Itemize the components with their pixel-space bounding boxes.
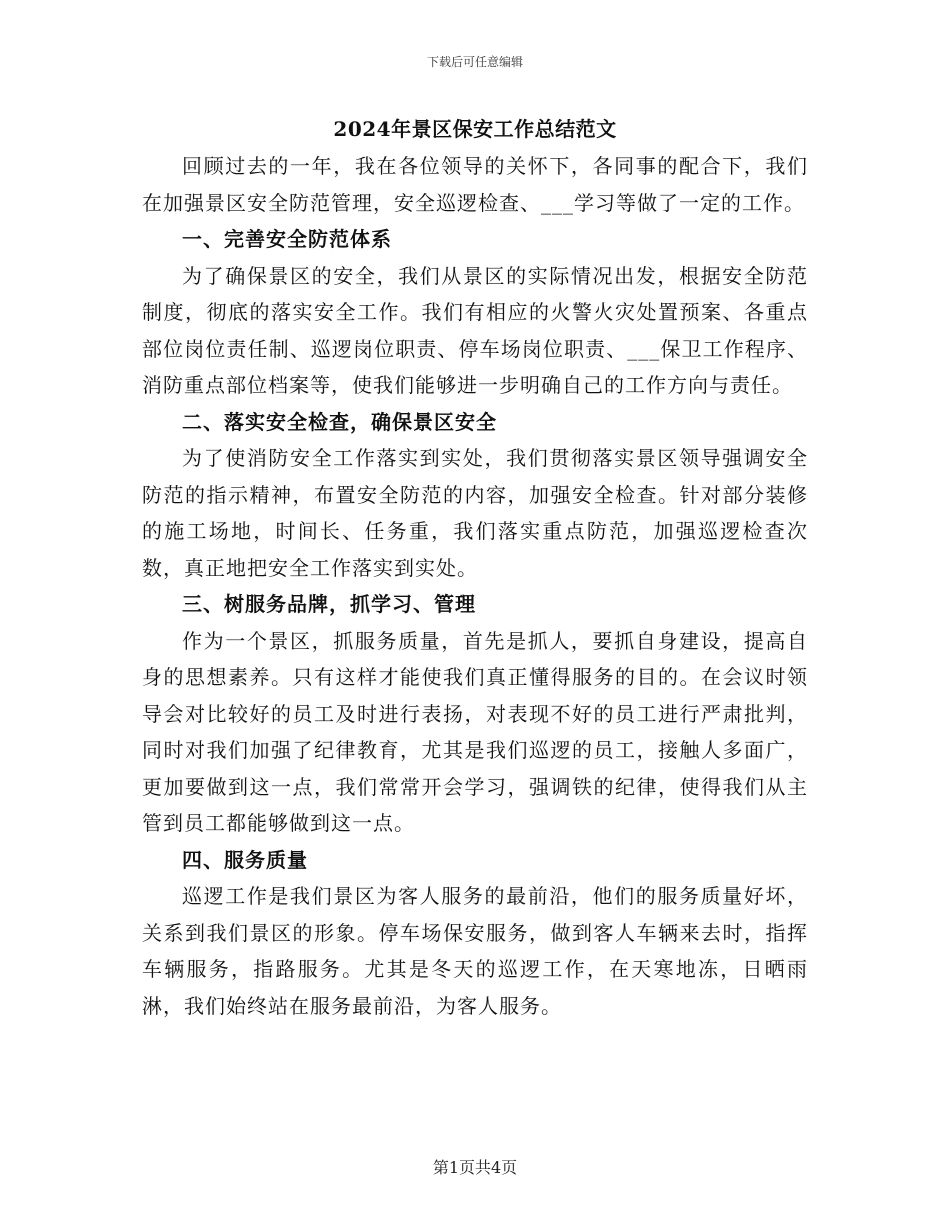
section-body-3: 作为一个景区，抓服务质量，首先是抓人，要抓自身建设，提高自身的思想素养。只有这样才能使我们真正懂得服务的目的。在会议时领导会对比较好的员工及时进行表扬，对表现不好的员工进行严肃批判，同时对我们加强了纪律教育，尤其是我们巡逻的员工，接触人多面广，更加要做到这一点，我们常常开会学习，强调铁的纪律，使得我们从主管到员工都能够做到这一点。 [142,628,808,835]
section-heading-1: 一、完善安全防范体系 [182,227,392,251]
page-footer: 第1页共4页 [432,1158,518,1177]
page-header: 下载后可任意编辑 [426,55,523,69]
section-heading-3: 三、树服务品牌，抓学习、管理 [182,592,476,616]
section-heading-2: 二、落实安全检查，确保景区安全 [182,409,497,434]
document-title: 2024年景区保安工作总结范文 [333,117,617,141]
document-body [142,114,808,1024]
section-body-2: 为了使消防安全工作落实到实处，我们贯彻落实景区领导强调安全防范的指示精神，布置安全防范的内容，加强安全检查。针对部分装修的施工场地，时间长、任务重，我们落实重点防范，加强巡逻检查次数，真正地把安全工作落实到实处。 [142,446,808,580]
intro-paragraph: 回顾过去的一年，我在各位领导的关怀下，各同事的配合下，我们在加强景区安全防范管理，安全巡逻检查、___学习等做了一定的工作。 [142,154,808,215]
section-body-4: 巡逻工作是我们景区为客人服务的最前沿，他们的服务质量好坏，关系到我们景区的形象。停车场保安服务，做到客人车辆来去时，指挥车辆服务，指路服务。尤其是冬天的巡逻工作，在天寒地冻，日晒雨淋，我们始终站在服务最前沿，为客人服务。 [142,884,808,1018]
section-body-1: 为了确保景区的安全，我们从景区的实际情况出发，根据安全防范制度，彻底的落实安全工作。我们有相应的火警火灾处置预案、各重点部位岗位责任制、巡逻岗位职责、停车场岗位职责、___保卫工作程序、消防重点部位档案等，使我们能够进一步明确自己的工作方向与责任。 [142,263,808,397]
section-heading-4: 四、服务质量 [182,847,308,872]
